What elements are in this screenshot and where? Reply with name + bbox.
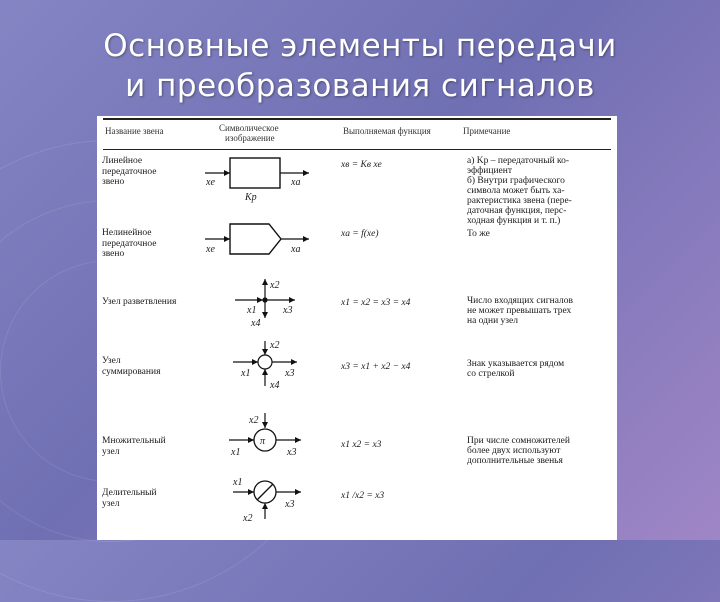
row-function: x1 x2 = x3 <box>341 440 382 450</box>
slide-title-line-2: и преобразования сигналов <box>125 68 595 104</box>
slide-title-line-1: Основные элементы передачи <box>103 28 617 64</box>
node-label: x3 <box>287 447 297 458</box>
node-label: x1 <box>247 305 257 316</box>
row-note: То же <box>467 229 490 239</box>
row-note: Знак указывается рядом со стрелкой <box>467 359 565 379</box>
row-note: Число входящих сигналов не может превышать трех на одни узел <box>467 296 573 326</box>
row-function: x3 = x1 + x2 − x4 <box>341 362 411 372</box>
header-rule <box>103 149 611 150</box>
output-label: xa <box>291 244 301 255</box>
scanned-table <box>97 116 617 540</box>
row-name: Линейное передаточное звено <box>102 156 157 187</box>
node-label: x2 <box>243 513 253 524</box>
input-label: xe <box>206 177 215 188</box>
row-note: а) Kp – передаточный ко- эффициент б) Внутри графического символа может быть ха- рактеристика звена (пере- даточная функция, перс- ходная функция и т. п.) <box>467 156 572 226</box>
divider-node-diagram <box>197 471 317 537</box>
row-name: Множительный узел <box>102 436 166 457</box>
slide-title <box>0 26 720 106</box>
node-label: x3 <box>283 305 293 316</box>
input-label: xe <box>206 244 215 255</box>
row-name: Узел суммирования <box>102 356 161 377</box>
node-label: x3 <box>285 499 295 510</box>
row-note: При числе сомножителей более двух используют дополнительные звенья <box>467 436 570 466</box>
header-symbol-line-1: Символическое <box>219 123 279 133</box>
row-name: Нелинейное передаточное звено <box>102 228 157 259</box>
row-function: x1 = x2 = x3 = x4 <box>341 298 411 308</box>
row-name: Делительный узел <box>102 488 157 509</box>
multiplier-node-diagram <box>197 411 317 467</box>
header-note: Примечание <box>463 126 511 136</box>
row-function: x1 /x2 = x3 <box>341 491 385 501</box>
node-label: x2 <box>249 415 259 426</box>
node-label: x3 <box>285 368 295 379</box>
node-label: x1 <box>233 477 243 488</box>
header-name: Название звена <box>105 126 164 136</box>
nonlinear-block-diagram <box>197 216 317 266</box>
summing-node-diagram <box>197 338 317 396</box>
gain-label: Kp <box>245 192 257 203</box>
node-label: x1 <box>241 368 251 379</box>
node-label: x1 <box>231 447 241 458</box>
header-function: Выполняемая функция <box>343 126 431 136</box>
row-function: xa = f(xe) <box>341 229 379 239</box>
node-label: x4 <box>251 318 261 329</box>
row-name: Узел разветвления <box>102 297 177 307</box>
node-label: x4 <box>270 380 280 391</box>
header-symbol-line-2: изображение <box>225 133 275 143</box>
node-label: x2 <box>270 280 280 291</box>
row-function: xв = Kв xe <box>341 160 382 170</box>
branch-node-diagram <box>197 276 317 332</box>
linear-block-diagram <box>197 150 317 205</box>
table-top-rule <box>103 118 611 120</box>
multiply-symbol: π <box>260 436 266 447</box>
node-label: x2 <box>270 340 280 351</box>
output-label: xa <box>291 177 301 188</box>
